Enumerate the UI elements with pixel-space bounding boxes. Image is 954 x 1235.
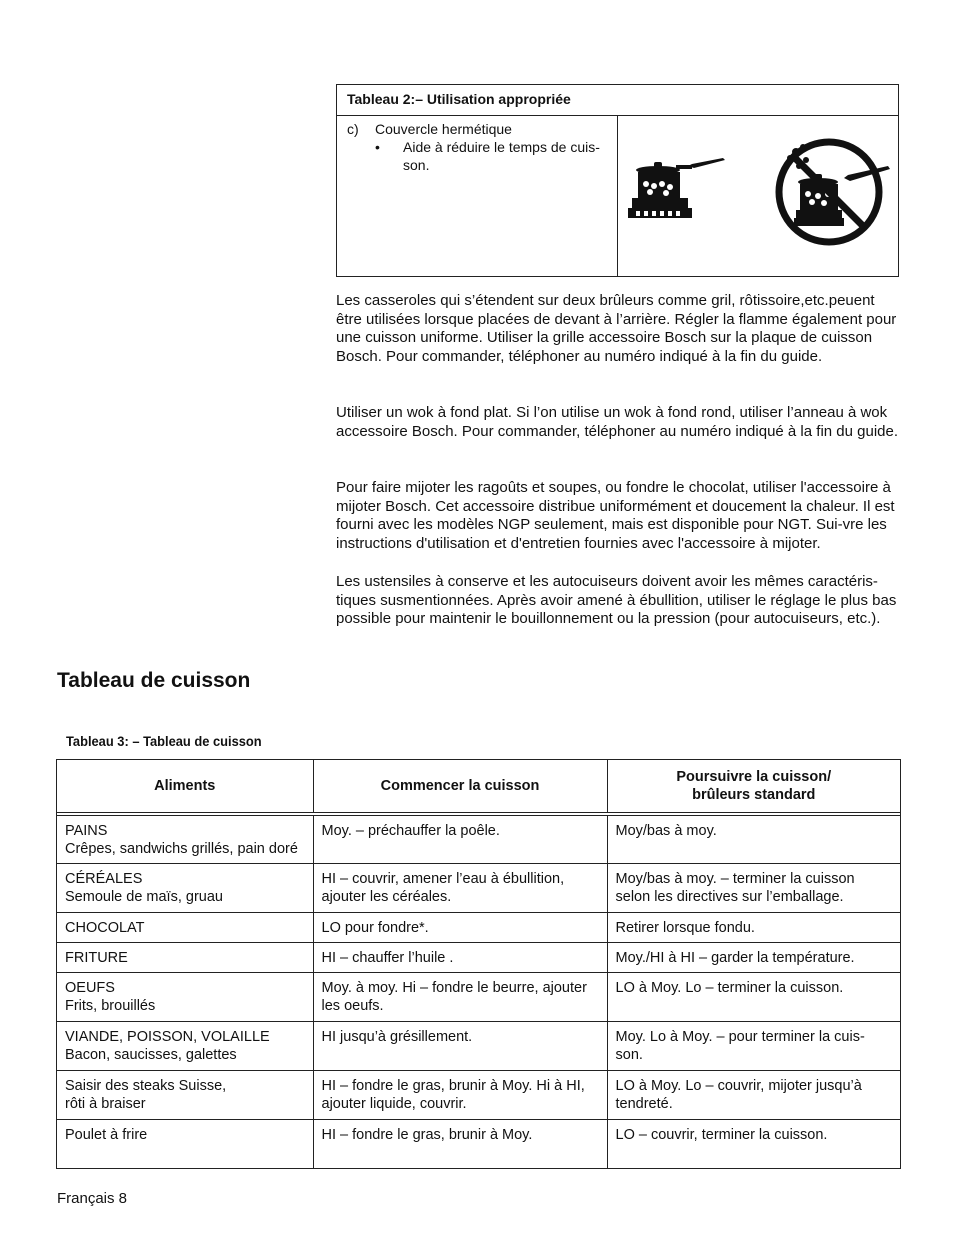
food-name: Poulet à frire xyxy=(65,1126,148,1143)
section-title: Tableau de cuisson xyxy=(57,669,251,692)
continue-cell: Moy. Lo à Moy. – pour terminer la cuis-son. xyxy=(607,1021,900,1070)
item-text: Couvercle hermétique xyxy=(375,121,512,137)
table-row xyxy=(57,972,900,1021)
continue-cell: LO – couvrir, terminer la cuisson. xyxy=(615,1126,828,1143)
start-cell: HI – fondre le gras, brunir à Moy. xyxy=(313,1119,607,1168)
food-detail: Frits, brouillés xyxy=(65,997,156,1014)
food-cell xyxy=(57,1021,313,1070)
food-cell xyxy=(57,912,313,942)
header-poursuivre-line2: brûleurs standard xyxy=(692,787,816,803)
continue-cell: Moy/bas à moy. xyxy=(607,814,900,863)
food-name: VIANDE, POISSON, VOLAILLE xyxy=(65,1028,270,1045)
header-poursuivre-line1: Poursuivre la cuisson/ xyxy=(676,769,832,785)
table-row xyxy=(57,1021,900,1070)
food-name: FRITURE xyxy=(65,949,128,966)
food-cell xyxy=(57,863,313,912)
cooking-table xyxy=(56,759,901,1169)
continue-cell: Moy/bas à moy. – terminer la cuisson selon les directives sur l’emballage. xyxy=(607,863,900,912)
bullet-text: Aide à réduire le temps de cuis-son. xyxy=(403,139,600,173)
start-cell: Moy. à moy. Hi – fondre le beurre, ajouter les oeufs. xyxy=(313,972,607,1021)
page-footer: Français 8 xyxy=(57,1190,128,1207)
start-cell: Moy. – préchauffer la poêle. xyxy=(313,814,607,863)
start-cell: HI jusqu’à grésillement. xyxy=(313,1021,607,1070)
food-cell xyxy=(57,942,313,972)
start-cell: HI – chauffer l’huile . xyxy=(313,942,607,972)
table-2-illustration-cell xyxy=(618,116,898,276)
continue-cell: Retirer lorsque fondu. xyxy=(607,912,900,942)
table-3-caption: Tableau 3: – Tableau de cuisson xyxy=(66,733,262,749)
table-row xyxy=(57,1119,900,1168)
food-detail: Bacon, saucisses, galettes xyxy=(65,1046,237,1063)
table-row xyxy=(57,1070,900,1119)
continue-cell: LO à Moy. Lo – couvrir, mijoter jusqu’à tendreté. xyxy=(607,1070,900,1119)
food-name: OEUFS xyxy=(65,979,115,996)
header-poursuivre xyxy=(607,760,900,814)
table-row xyxy=(57,942,900,972)
food-name: CHOCOLAT xyxy=(65,919,145,936)
continue-cell: Moy./HI à HI – garder la température. xyxy=(607,942,900,972)
food-detail: Semoule de maïs, gruau xyxy=(65,888,223,905)
prohibited-pot-illustration xyxy=(766,138,892,246)
header-commencer: Commencer la cuisson xyxy=(313,760,607,814)
food-name: CÉRÉALES xyxy=(65,870,143,887)
covered-pot-illustration xyxy=(628,156,728,226)
food-name: Saisir des steaks Suisse, xyxy=(65,1077,227,1094)
item-label: c) xyxy=(347,121,359,137)
table-2-text-cell xyxy=(337,116,618,276)
table-2-title: Tableau 2:– Utilisation appropriée xyxy=(337,85,898,116)
paragraph-wok: Utiliser un wok à fond plat. Si l’on utilise un wok à fond rond, utiliser l’anneau à wok accessoire Bosch. Pour commander, téléphoner au numéro indiqué à la fin du guide. xyxy=(336,404,899,440)
table-row xyxy=(57,814,900,863)
food-cell xyxy=(57,814,313,863)
food-detail: Crêpes, sandwichs grillés, pain doré xyxy=(65,841,298,857)
bullet: • xyxy=(375,139,380,155)
start-cell: HI – couvrir, amener l’eau à ébullition, ajouter les céréales. xyxy=(313,863,607,912)
paragraph-simmer: Pour faire mijoter les ragoûts et soupes, ou fondre le chocolat, utiliser l'accessoire à mijoter Bosch. Cet accessoire distribue uniformément et doucement la chaleur. Il est fourni avec les modèles NGP seulement, mais est disponible pour NGT. Sui-vre les instructions d'utilisation et d'entretien fournies avec l'accessoire à mijoter. xyxy=(336,479,895,553)
food-cell xyxy=(57,1070,313,1119)
table-row xyxy=(57,912,900,942)
continue-cell: LO à Moy. Lo – terminer la cuisson. xyxy=(607,972,900,1021)
header-aliments: Aliments xyxy=(57,760,313,814)
start-cell: LO pour fondre*. xyxy=(313,912,607,942)
food-name: PAINS xyxy=(65,823,108,839)
table-row xyxy=(57,863,900,912)
food-cell xyxy=(57,1119,313,1168)
food-detail: rôti à braiser xyxy=(65,1095,146,1112)
paragraph-grill-pans: Les casseroles qui s’étendent sur deux brûleurs comme gril, rôtissoire,etc.peuent être utilisées lorsque placées de devant à l’arrière. Régler la flamme également pour une cuisson uniforme. Utiliser la grille accessoire Bosch sur la plaque de cuisson Bosch. Pour commander, téléphoner au numéro indiqué à la fin du guide. xyxy=(336,292,897,366)
start-cell: HI – fondre le gras, brunir à Moy. Hi à HI, ajouter liquide, couvrir. xyxy=(313,1070,607,1119)
food-cell xyxy=(57,972,313,1021)
paragraph-pressure-cookers: Les ustensiles à conserve et les autocuiseurs doivent avoir les mêmes caractéris-tiques susmentionnées. Après avoir amené à ébullition, utiliser le réglage le plus bas possible pour maintenir le bouillonnement ou la pression (pour autocuiseurs, etc.). xyxy=(336,573,897,628)
table-2 xyxy=(336,84,899,277)
